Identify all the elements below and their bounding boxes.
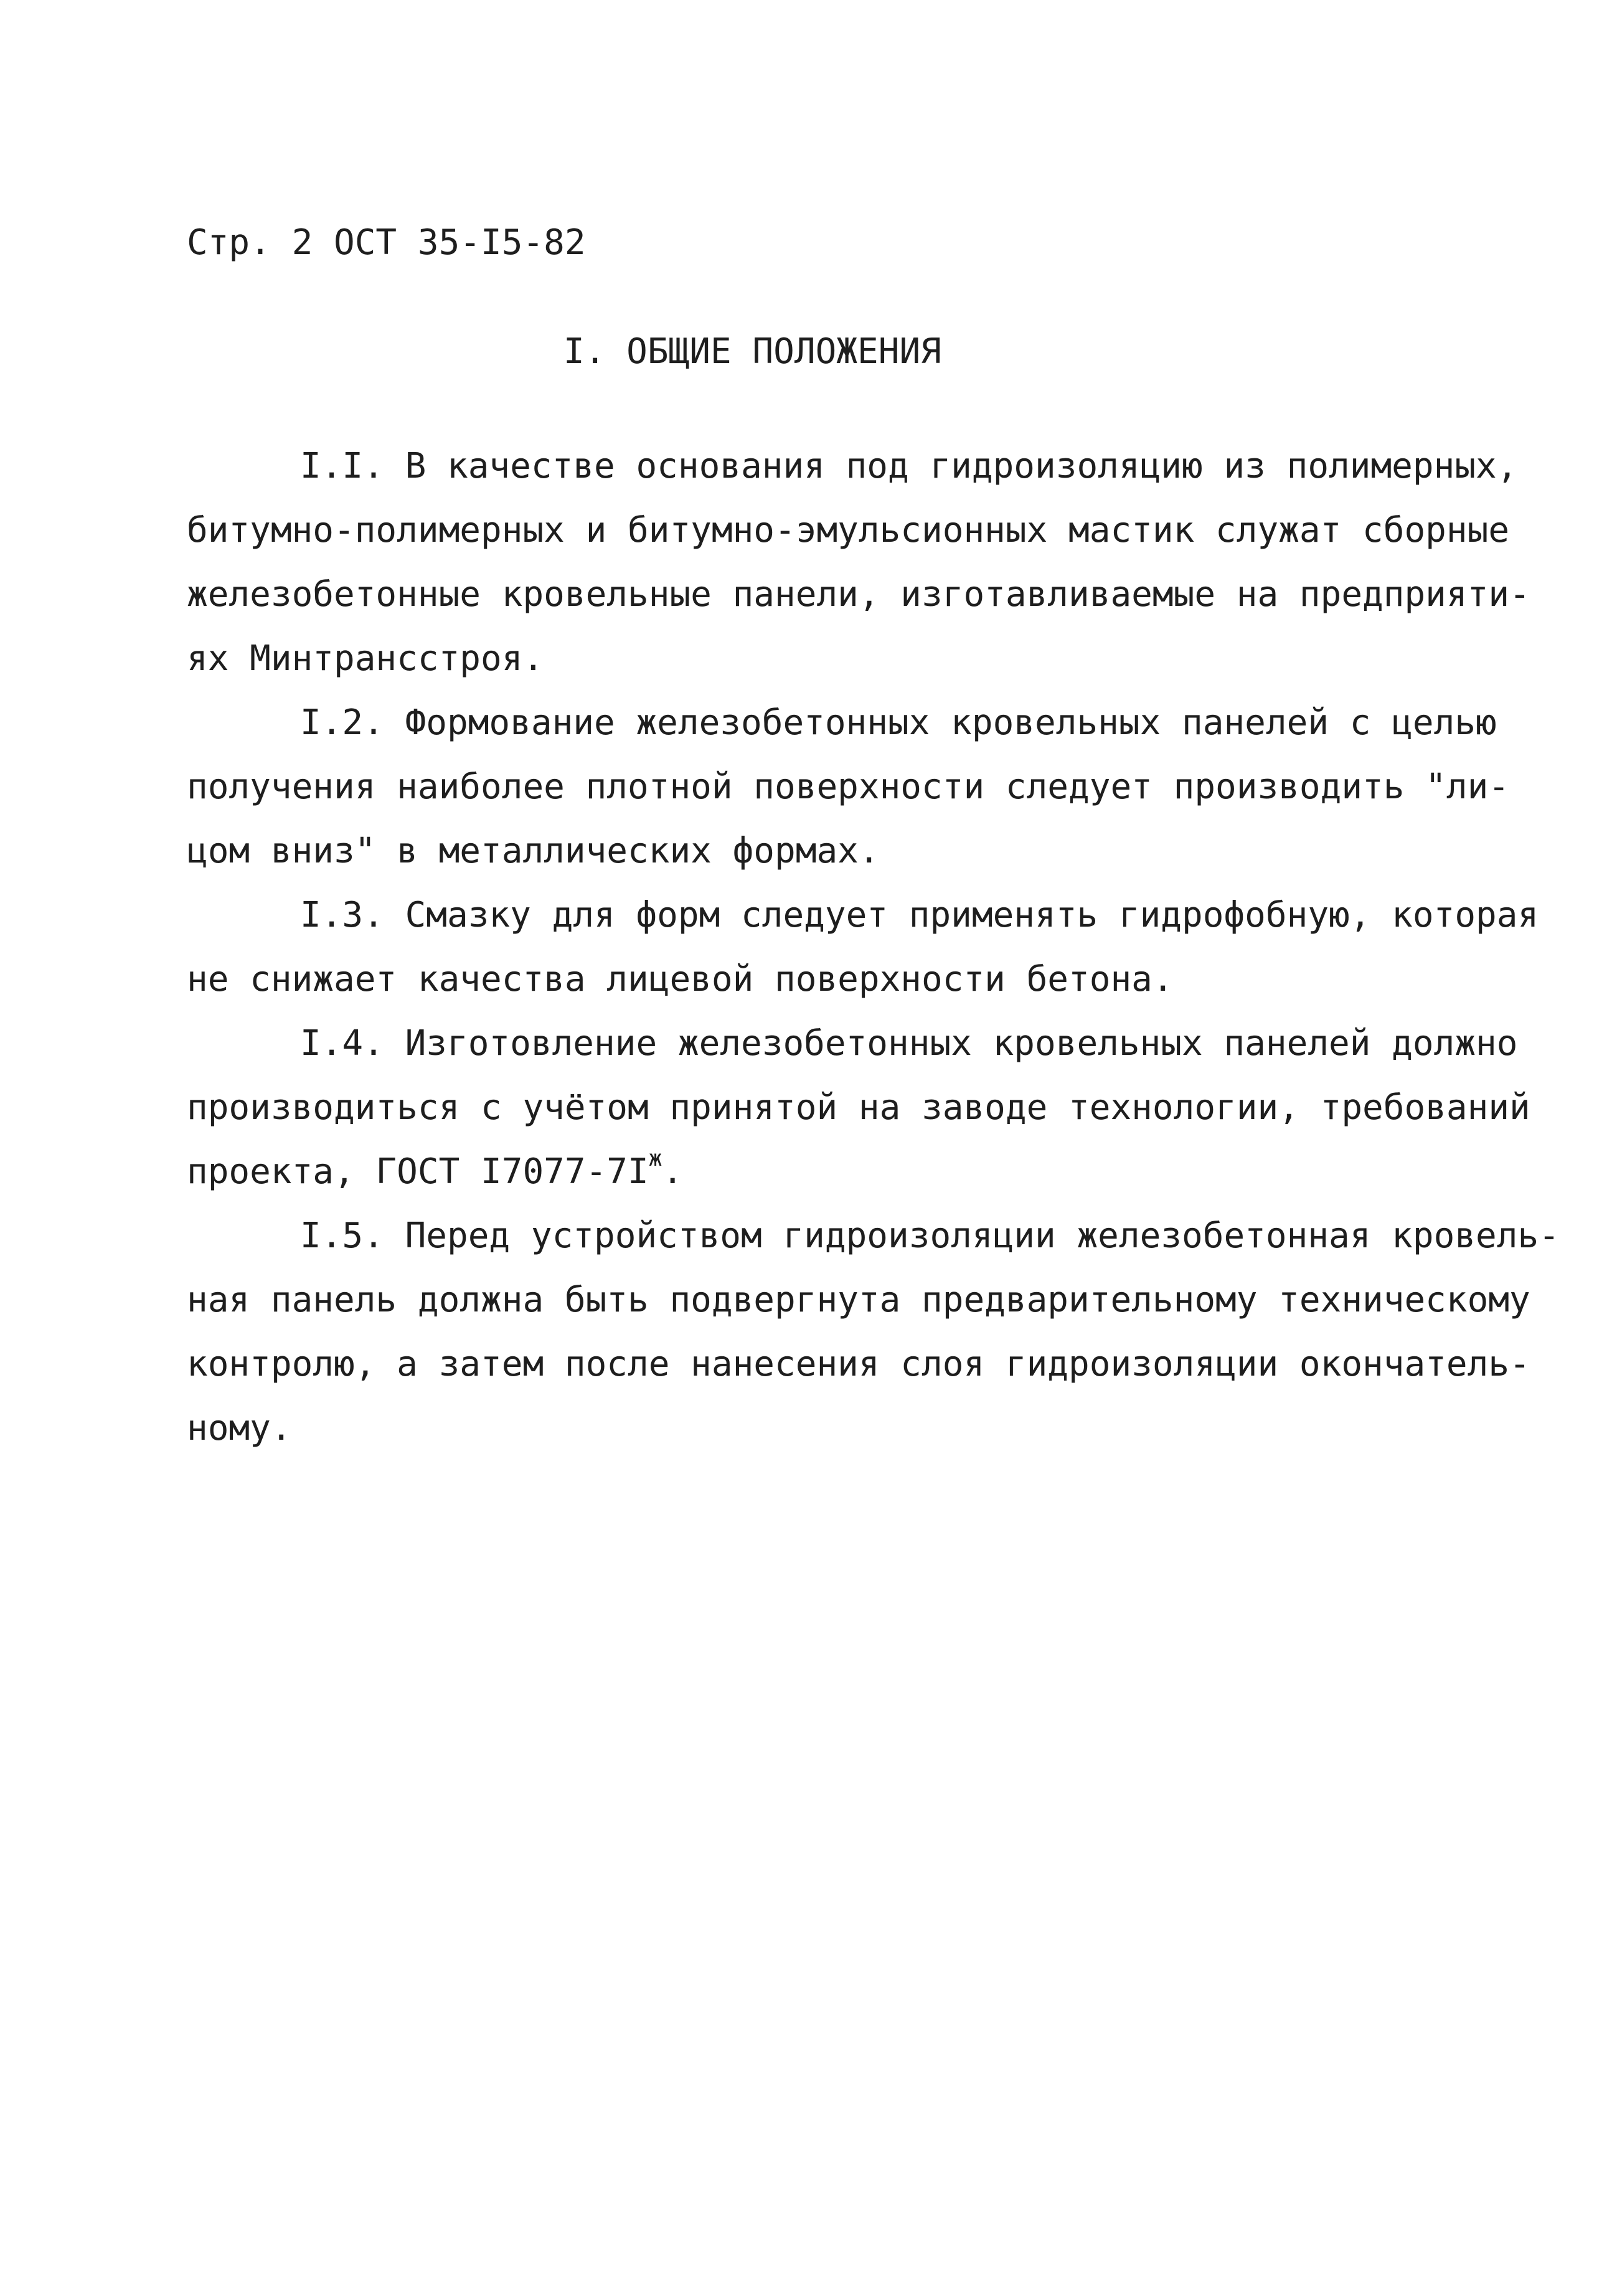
section-title: I. ОБЩИЕ ПОЛОЖЕНИЯ [563,331,941,372]
paragraph-1-3 [187,883,1539,1011]
paragraph-line: ях Минтрансстроя. [187,638,544,679]
paragraph-1-4 [187,1011,1530,1204]
paragraph-line: битумно-полимерных и битумно-эмульсионных мастик служат сборные [187,510,1510,550]
paragraph-1-2 [187,691,1510,883]
gost-superscript-mark: ж [648,1146,662,1172]
paragraph-line: I.4. Изготовление железобетонных кровельных панелей должно [300,1023,1518,1064]
paragraph-line: цом вниз" в металлических формах. [187,831,880,871]
paragraph-line: I.2. Формование железобетонных кровельных панелей с целью [300,702,1497,743]
gost-reference: проекта, ГОСТ I7077-7I [187,1151,649,1192]
paragraph-1-1 [187,434,1530,691]
gost-period: . [662,1151,684,1192]
paragraph-line: I.3. Смазку для форм следует применять гидрофобную, которая [300,895,1539,935]
paragraph-list [187,434,1560,1460]
paragraph-line: I.5. Перед устройством гидроизоляции железобетонная кровель- [300,1216,1560,1256]
paragraph-line: ному. [187,1408,292,1448]
paragraph-line: железобетонные кровельные панели, изготавливаемые на предприяти- [187,574,1530,615]
paragraph-line-gost [187,1140,1463,1204]
paragraph-line: контролю, а затем после нанесения слоя гидроизоляции окончатель- [187,1344,1530,1384]
page-header: Стр. 2 ОСТ 35-I5-82 [187,222,586,263]
paragraph-line: ная панель должна быть подвергнута предварительному техническому [187,1280,1530,1320]
paragraph-1-5 [187,1204,1560,1460]
paragraph-line: производиться с учётом принятой на заводе технологии, требований [187,1087,1530,1128]
paragraph-line: получения наиболее плотной поверхности следует производить "ли- [187,767,1510,807]
paragraph-line: не снижает качества лицевой поверхности бетона. [187,959,1174,999]
paragraph-line: I.I. В качестве основания под гидроизоляцию из полимерных, [300,446,1518,486]
